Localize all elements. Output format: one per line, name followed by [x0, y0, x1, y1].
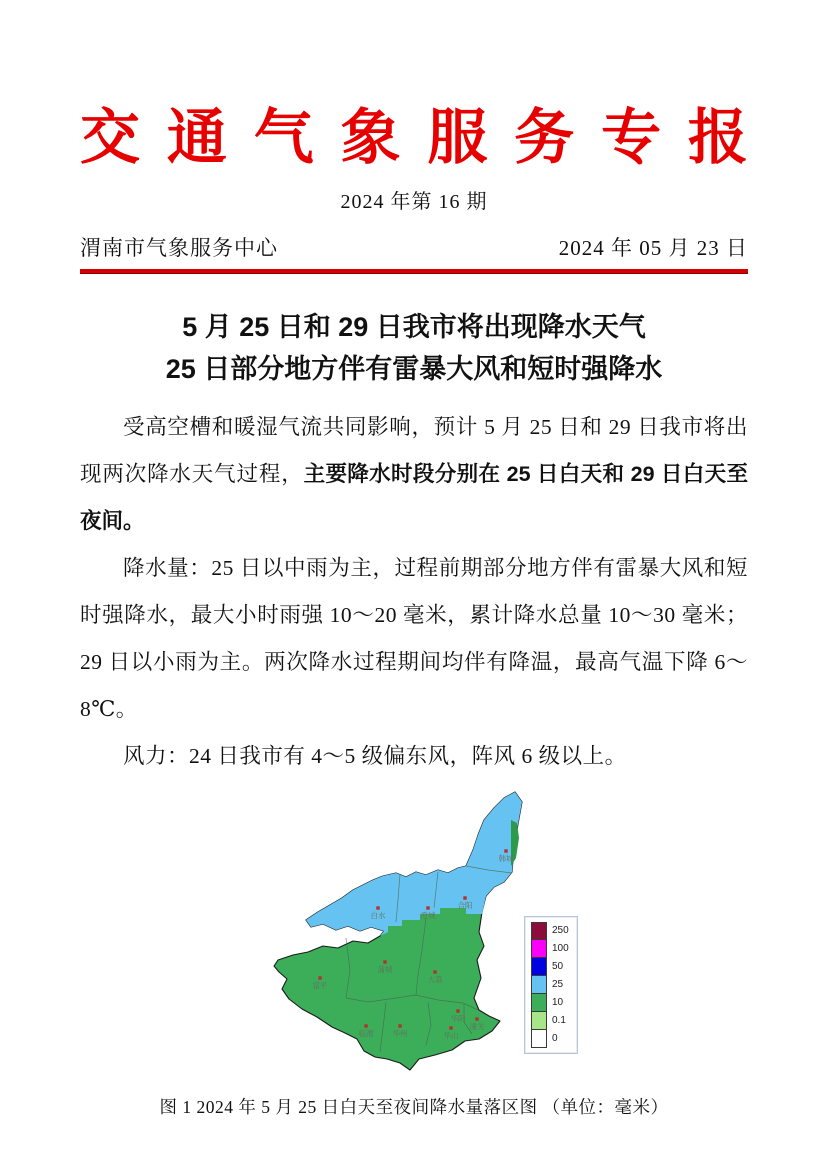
masthead-char: 象 [340, 105, 401, 171]
masthead-char: 报 [687, 105, 748, 171]
masthead-char: 专 [601, 105, 662, 171]
station-marker-潼关 [475, 1017, 478, 1020]
station-marker-白水 [376, 906, 379, 909]
headline-line-2: 25 日部分地方伴有雷暴大风和短时强降水 [165, 354, 663, 384]
station-marker-韩城 [504, 849, 507, 852]
precipitation-legend [524, 916, 578, 1054]
legend-color-swatch [531, 922, 547, 940]
station-label-韩城: 韩城 [498, 854, 514, 863]
station-marker-合阳 [463, 896, 466, 899]
legend-color-swatch [531, 976, 547, 994]
station-marker-华山 [449, 1026, 452, 1029]
station-label-蒲城: 蒲城 [377, 965, 393, 974]
legend-color-swatch [531, 940, 547, 958]
legend-value-label: 100 [552, 943, 569, 954]
station-label-白水: 白水 [370, 911, 386, 920]
legend-value-label: 0.1 [552, 1015, 566, 1026]
station-label-华山: 华山 [443, 1031, 459, 1040]
station-label-富平: 富平 [312, 981, 328, 990]
legend-color-swatch [531, 994, 547, 1012]
paragraph-forecast-text: 受高空槽和暖湿气流共同影响，预计 5 月 25 日和 29 日我市将出现两次降水天气过程， [80, 415, 748, 486]
issue-number: 2024 年第 16 期 [340, 191, 488, 213]
legend-row [531, 1030, 573, 1048]
station-label-华州: 华州 [392, 1029, 408, 1038]
paragraph-forecast [80, 404, 748, 545]
station-marker-大荔 [433, 970, 436, 973]
legend-row [531, 976, 573, 994]
station-marker-澄城 [426, 906, 429, 909]
precipitation-map-figure [80, 788, 748, 1084]
paragraph-forecast-bold: 主要降水时段分别在 25 日白天和 29 日白天至夜间。 [80, 462, 748, 533]
legend-row [531, 994, 573, 1012]
station-marker-华阴 [456, 1009, 459, 1012]
station-label-合阳: 合阳 [457, 901, 473, 910]
station-label-澄城: 澄城 [420, 911, 436, 920]
station-label-华阴: 华阴 [450, 1014, 466, 1023]
report-body [80, 404, 748, 780]
issuing-org: 渭南市气象服务中心 [80, 236, 278, 260]
legend-row [531, 958, 573, 976]
legend-color-swatch [531, 1012, 547, 1030]
figure-caption: 图 1 2024 年 5 月 25 日白天至夜间降水量落区图 （单位：毫米） [159, 1097, 669, 1117]
org-date-row [80, 232, 748, 262]
legend-value-label: 50 [552, 961, 564, 972]
masthead-char: 务 [514, 105, 575, 171]
station-marker-临渭 [364, 1024, 367, 1027]
issue-date: 2024 年 05 月 23 日 [558, 236, 748, 260]
legend-value-label: 10 [552, 997, 564, 1008]
red-divider-rule [80, 269, 748, 274]
masthead-char: 通 [166, 105, 227, 171]
masthead-char: 服 [427, 105, 488, 171]
legend-color-swatch [531, 1030, 547, 1048]
paragraph-wind: 风力：24 日我市有 4～5 级偏东风，阵风 6 级以上。 [123, 744, 627, 768]
station-marker-富平 [318, 976, 321, 979]
document-body [80, 0, 748, 1119]
legend-value-label: 0 [552, 1033, 558, 1044]
station-label-大荔: 大荔 [427, 975, 443, 984]
headline-line-1: 5 月 25 日和 29 日我市将出现降水天气 [182, 312, 646, 342]
rain-zone-25mm [306, 792, 522, 936]
legend-row [531, 1012, 573, 1030]
paragraph-precipitation: 降水量：25 日以中雨为主，过程前期部分地方伴有雷暴大风和短时强降水，最大小时雨强 10～20 毫米，累计降水总量 10～30 毫米；29 日以小雨为主。两次降水过程期间均伴有降温，最高气温下降 6～8℃。 [80, 556, 748, 721]
report-headline [80, 306, 748, 390]
station-label-潼关: 潼关 [469, 1022, 485, 1031]
masthead-char: 气 [253, 105, 314, 171]
station-marker-华州 [398, 1024, 401, 1027]
legend-value-label: 25 [552, 979, 564, 990]
legend-row [531, 922, 573, 940]
station-label-临渭: 临渭 [358, 1029, 374, 1038]
legend-color-swatch [531, 958, 547, 976]
masthead-char: 交 [80, 105, 140, 171]
legend-value-label: 250 [552, 925, 569, 936]
station-marker-蒲城 [383, 960, 386, 963]
legend-row [531, 940, 573, 958]
report-masthead-title [80, 104, 748, 173]
